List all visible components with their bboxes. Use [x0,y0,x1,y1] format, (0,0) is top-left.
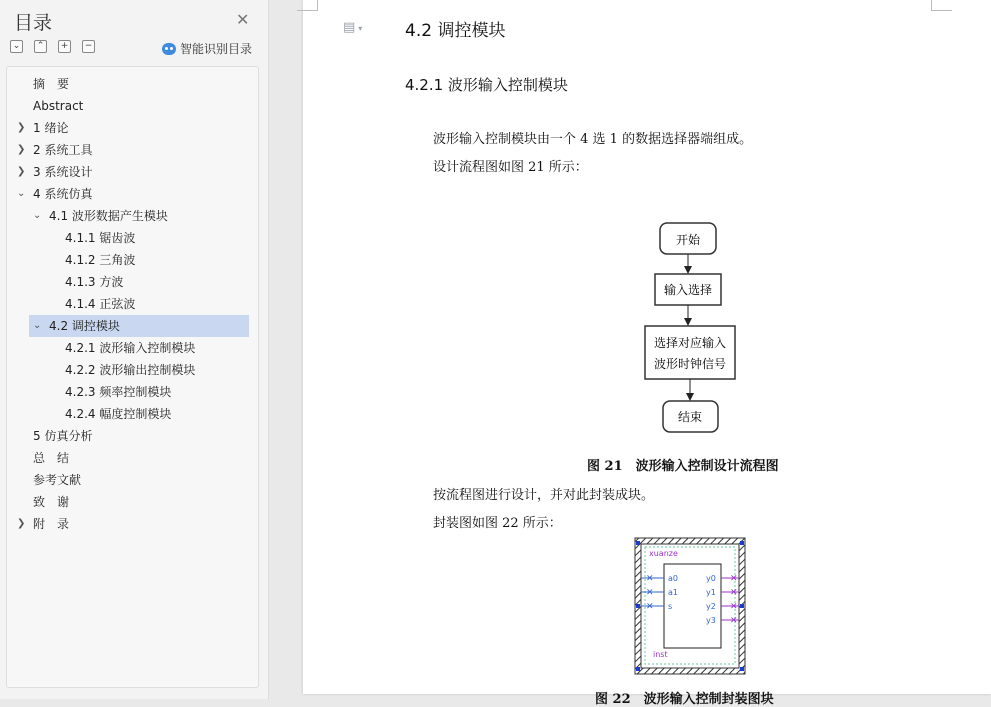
pin-x-icon: ✕ [646,574,654,584]
pin-x-icon: ✕ [730,574,738,584]
block-pin-output: y2 [706,602,716,611]
toc-item-4-2-3[interactable] [65,381,243,403]
paragraph: 按流程图进行设计，并对此封装成块。 [433,488,655,503]
heading-4-2: 4.2 调控模块 [405,21,506,41]
toc-item-label: 4.1.3 方波 [65,275,124,289]
toc-item-label: 4.1 波形数据产生模块 [49,209,168,223]
chevron-down-icon[interactable]: ⌄ [33,210,42,221]
figure-22-caption: 图 22 波形输入控制封装图块 [595,692,774,707]
toc-list [6,66,259,688]
block-pin-input: s [668,602,673,611]
toc-item-4-1-2[interactable] [65,249,243,271]
toc-item-appendix[interactable] [17,513,243,535]
chevron-down-icon[interactable]: ⌄ [17,188,26,199]
block-handle[interactable] [740,541,744,545]
collapse-all-icon[interactable]: ⌃ [34,40,47,53]
toc-item-label: 4.1.1 锯齿波 [65,231,136,245]
toc-item-label: Abstract [33,99,84,113]
block-instance-name: inst [653,650,668,659]
block-pin-input: a0 [668,574,678,583]
block-pin-output: y0 [706,574,716,583]
toc-sidebar [0,0,269,699]
toc-title: 目录 [14,12,53,34]
chevron-right-icon[interactable]: ❯ [17,518,26,529]
close-icon[interactable]: ✕ [236,10,250,29]
toc-item-abstract[interactable] [33,95,243,117]
chevron-right-icon[interactable]: ❯ [17,166,26,177]
toc-item-1[interactable] [17,117,243,139]
pin-x-icon: ✕ [730,588,738,598]
toc-item-label: 3 系统设计 [33,165,93,179]
smart-toc-button[interactable] [162,40,252,57]
toc-item-label: 5 仿真分析 [33,429,93,443]
toc-item-4-2-4[interactable] [65,403,243,425]
pin-x-icon: ✕ [730,616,738,626]
flow-step-label: 选择对应输入 [653,336,727,350]
toc-item-references[interactable] [33,469,243,491]
paragraph: 波形输入控制模块由一个 4 选 1 的数据选择器端组成。 [433,132,753,147]
block-pin-output: y1 [706,588,716,597]
toc-item-4-2-2[interactable] [65,359,243,381]
toc-item-4-1-4[interactable] [65,293,243,315]
toc-item-summary[interactable] [33,447,243,469]
toc-item-label: 4.1.4 正弦波 [65,297,136,311]
pin-x-icon: ✕ [646,602,654,612]
expand-all-icon[interactable]: ⌄ [10,40,23,53]
toc-item-label: 参考文献 [33,473,82,487]
document-icon[interactable]: ▤ ▾ [343,20,363,35]
toc-item-label: 总 结 [33,451,70,465]
block-handle[interactable] [636,541,640,545]
toc-item-label: 4.2.3 频率控制模块 [65,385,172,399]
toc-item-4[interactable] [17,183,243,205]
toc-item-2[interactable] [17,139,243,161]
toc-item-label: 附 录 [33,517,70,531]
document-area[interactable] [269,0,991,707]
toc-item-5[interactable] [33,425,243,447]
block-pin-input: a1 [668,588,678,597]
pin-x-icon: ✕ [730,602,738,612]
toc-item-label: 1 绪论 [33,121,69,135]
toc-item-3[interactable] [17,161,243,183]
smart-toc-label: 智能识别目录 [180,42,253,56]
toc-item-label: 4.1.2 三角波 [65,253,136,267]
toc-item-label: 4.2.2 波形输出控制模块 [65,363,196,377]
chevron-down-icon[interactable]: ⌄ [33,320,42,331]
toc-item-label: 致 谢 [33,495,70,509]
document-page[interactable] [303,0,991,707]
paragraph: 设计流程图如图 21 所示： [433,160,588,175]
block-handle[interactable] [636,604,640,608]
flow-step-select-clock [645,326,735,379]
chevron-right-icon[interactable]: ❯ [17,144,26,155]
flow-step-label: 波形时钟信号 [653,357,727,371]
toc-item-label: 4.2.1 波形输入控制模块 [65,341,196,355]
paragraph: 封装图如图 22 所示： [433,516,562,531]
chevron-right-icon[interactable]: ❯ [17,122,26,133]
remove-heading-icon[interactable]: − [82,40,95,53]
heading-4-2-1: 4.2.1 波形输入控制模块 [405,76,568,94]
toc-item-label: 4.2.4 幅度控制模块 [65,407,172,421]
toc-item-label: 4.2 调控模块 [49,319,120,333]
toc-item-4-1-1[interactable] [65,227,243,249]
toc-item-4-1[interactable] [33,205,243,227]
block-pin-output: y3 [706,616,716,625]
block-handle[interactable] [740,604,744,608]
toc-item-4-2-1[interactable] [65,337,243,359]
toc-item-thanks[interactable] [33,491,243,513]
toc-item-label: 4 系统仿真 [33,187,93,201]
toc-item-abstract-cn[interactable] [33,73,243,95]
flow-end-label: 结束 [677,410,703,424]
figure-21-caption: 图 21 波形输入控制设计流程图 [587,459,779,474]
figure-22-block-symbol [633,536,748,676]
flow-start-label: 开始 [675,233,701,247]
add-heading-icon[interactable]: + [58,40,71,53]
block-handle[interactable] [740,667,744,671]
block-name: xuanze [649,549,678,558]
pin-x-icon: ✕ [646,588,654,598]
robot-icon [162,43,176,55]
flow-step-label: 输入选择 [663,283,713,297]
block-handle[interactable] [636,667,640,671]
toc-item-4-1-3[interactable] [65,271,243,293]
toc-item-label: 摘 要 [33,77,70,91]
toc-item-4-2[interactable] [29,315,249,337]
toc-item-label: 2 系统工具 [33,143,93,157]
caret-down-icon[interactable]: ▾ [358,24,363,33]
